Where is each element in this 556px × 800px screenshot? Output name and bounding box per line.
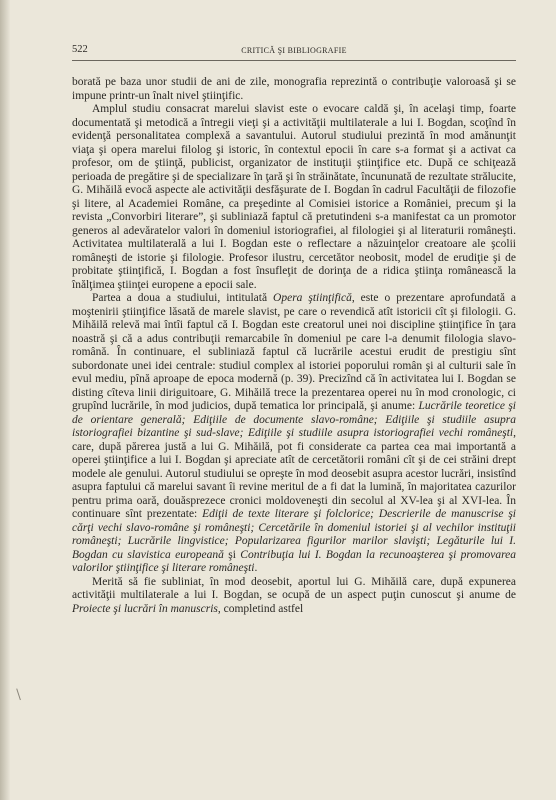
paragraph — [72, 76, 516, 103]
italic-text: Opera ştiinţifică — [273, 292, 352, 304]
italic-text: Ediţii de texte literare şi folclorice; Descrierile de manuscrise şi cărţi vechi slavo-române şi româneşti; Cercetările în domeniul istoriei şi al vechilor instituţii româneşti; Lucrările lingvistice; Popularizarea figurilor marilor slavişti; Legăturile lui I. Bogdan cu slavistica europeană — [72, 508, 516, 561]
text-segment: Amplul studiu consacrat marelui slavist este o evocare caldă şi, în acelaşi timp, foarte documentată şi metodică a întregii vieţi şi a activităţii multilaterale a lui I. Bogdan, scoţînd în evidenţă personalitatea complexă a savantului. Autorul studiului prezintă în mod amănunţit viaţa şi opera marelui filolog şi istoric, în contextul epocii în care s-a format şi a activat ca profesor, om de ştiinţă, publicist, organizator de instituţii ştiinţifice etc. După ce schiţează perioada de pregătire şi de specializare în ţară şi în străinătate, încununată de rezultate strălucite, G. Mihăilă evocă aspecte ale activităţii desfăşurate de I. Bogdan în cadrul Facultăţii de filozofie şi litere, al Academiei Române, ca preşedinte al Comisiei istorice a României, precum şi la revista „Convorbiri literare”, şi subliniază faptul că pretutindeni s-a manifestat ca un promotor generos al adevăratelor valori în domeniul istoriografiei, al filologiei şi al literaturii româneşti. Activitatea multilaterală a lui I. Bogdan este o reflectare a năzuinţelor creatoare ale şcolii româneşti de istorie şi filologie. Profesor ilustru, cercetător neobosit, model de erudiţie şi de probitate ştiinţifică, I. Bogdan a fost însufleţit de dorinţa de a ridica ştiinţa românească la înălţimea ştiinţei europene a epocii sale. — [72, 103, 516, 291]
text-segment: Merită să fie subliniat, în mod deosebit, aportul lui G. Mihăilă care, după expunerea activităţii multilaterale a lui I. Bogdan, se ocupă de un aspect puţin cunoscut şi anume de — [72, 575, 516, 601]
text-segment: , este o prezentare aprofundată a moştenirii ştiinţifice lăsată de marele slavist, pe care o revendică atît istoricii cît şi filologii. G. Mihăilă relevă mai întîi faptul că I. Bogdan este creatorul unei noi discipline ştiinţifice în ţara noastră şi că a adus contribuţii remarcabile în domeniul pe care l-a denumit filologia slavo-română. În continuare, el subliniază faptul că lucrările acestui erudit de prestigiu sînt subordonate unei idei centrale: studiul complex al istoriei poporului român şi al culturii sale în evul mediu, pînă aproape de epoca modernă (p. 39). Precizînd că în activitatea lui I. Bogdan se disting cîteva linii diriguitoare, G. Mihăilă trece la prezentarea operei nu în mod cronologic, ci grupînd lucrările, în mod judicios, după tematica lor principală, şi anume: — [72, 292, 516, 412]
margin-mark — [16, 688, 23, 700]
text-segment: şi — [223, 548, 241, 561]
header-rule — [72, 60, 516, 61]
page-header — [72, 43, 516, 59]
italic-text: Lucrările teoretice şi de orientare generală; Ediţiile de documente slavo-române; Ediţiile şi studiile asupra istoriografiei bizantine şi sud-slave; Ediţiile şi studiile asupra istoriografiei vechi româneşti — [72, 400, 516, 439]
text-segment: , completind astfel — [217, 602, 304, 615]
paragraph — [72, 292, 516, 576]
italic-text: Proiecte şi lucrări în manuscris — [72, 602, 218, 615]
paragraph — [72, 576, 516, 617]
text-segment: , care, după părerea justă a lui G. Mihăilă, pot fi considerate ca partea cea mai importantă a operei ştiinţifice a lui I. Bogdan şi apreciate atît de cercetătorii români cît şi de cei străini drept modele ale genului. Autorul studiului se opreşte în mod deosebit asupra acestor lucrări, insistînd asupra faptului că marelui savant îi revine meritul de a fi dat la lumină, în majoritatea cazurilor pentru prima oară, douăsprezece cronici moldoveneşti din secolul al XV-lea şi al XVI-lea. În continuare sînt prezentate: — [72, 427, 516, 520]
body-text — [72, 76, 516, 616]
running-title: CRITICĂ ŞI BIBLIOGRAFIE — [241, 46, 347, 55]
page-binding-shadow — [0, 0, 10, 800]
paragraph — [72, 103, 516, 292]
text-segment: . — [254, 562, 258, 574]
italic-text: Contribuţia lui I. Bogdan la recunoaşterea şi promovarea valorilor ştiinţifice şi literare româneşti — [72, 548, 517, 574]
text-segment: borată pe baza unor studii de ani de zile, monografia reprezintă o contribuţie valoroasă şi se impune printr-un înalt nivel ştiinţific. — [72, 76, 516, 102]
page-number: 522 — [72, 44, 88, 55]
text-segment: Partea a doua a studiului, intitulată — [92, 292, 274, 304]
